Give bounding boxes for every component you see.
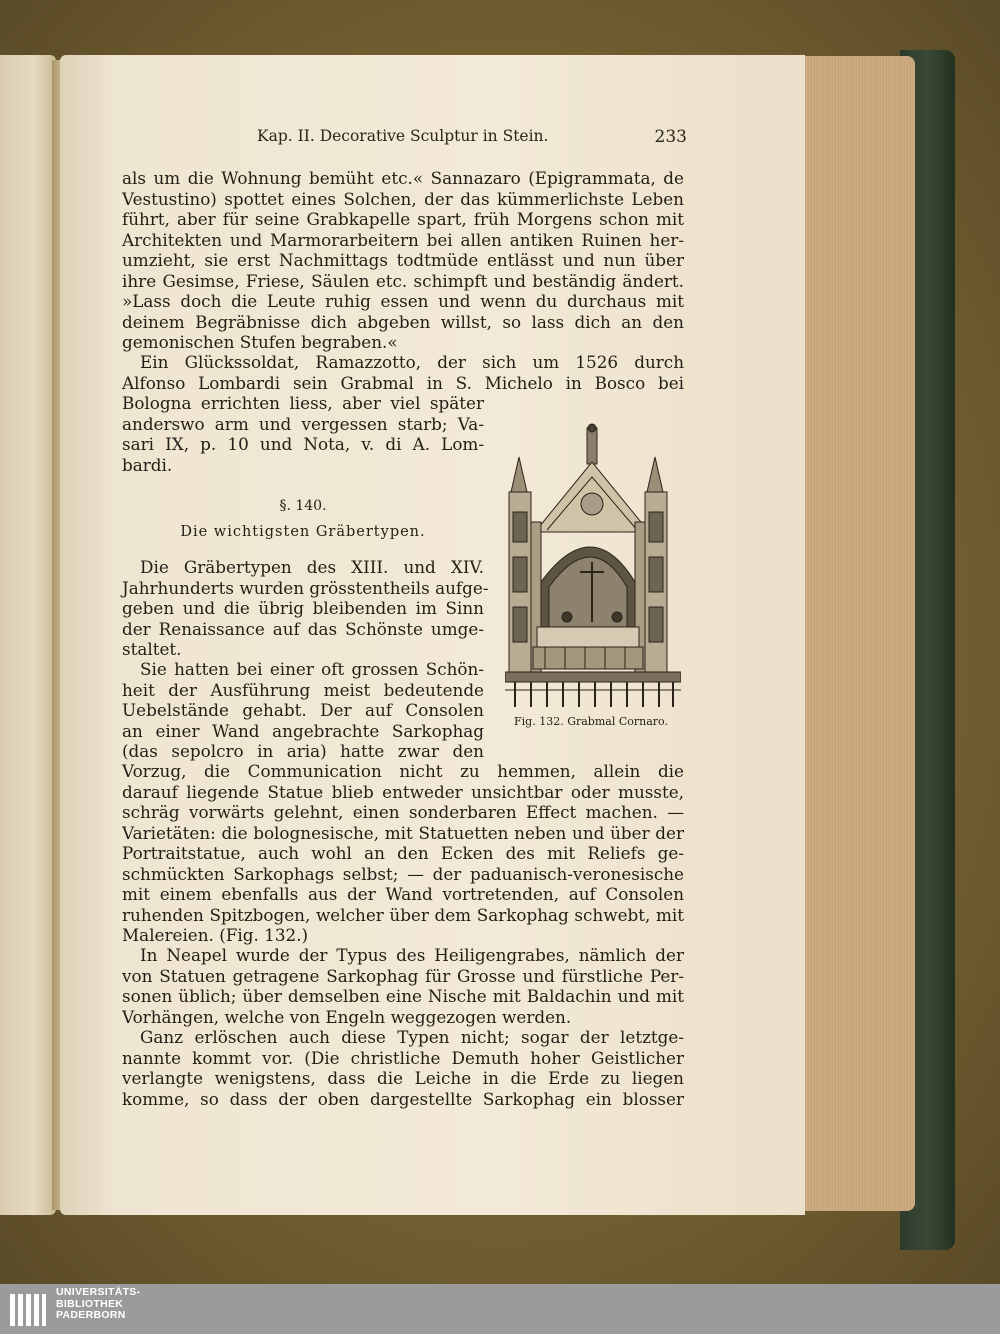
library-name-line: PADERBORN xyxy=(56,1309,126,1321)
text-line: Die Gräbertypen des XIII. und XIV. xyxy=(140,557,484,577)
text-line: Sie hatten bei einer oft grossen Schön- xyxy=(140,659,484,679)
text-line: mit einem ebenfalls aus der Wand vortretenden, auf Consolen xyxy=(122,884,684,904)
text-line: Uebelstände gehabt. Der auf Consolen xyxy=(122,700,484,720)
text-line: Bologna errichten liess, aber viel später xyxy=(122,393,484,413)
paragraph-6 xyxy=(122,1027,684,1109)
text-line: schmückten Sarkophags selbst; — der paduanisch-veronesische xyxy=(122,863,684,884)
text-line: Jahrhunderts wurden grösstentheils aufge- xyxy=(122,577,489,598)
library-name xyxy=(56,1287,140,1322)
paragraph-4-narrow xyxy=(122,659,484,762)
text-line: nannte kommt vor. (Die christliche Demuth hoher Geistlicher xyxy=(122,1047,684,1068)
text-line: (das sepolcro in aria) hatte zwar den xyxy=(122,741,484,761)
paragraph-5 xyxy=(122,945,684,1027)
text-line: Architekten und Marmorarbeitern bei allen antiken Ruinen her- xyxy=(122,229,684,250)
figure-grabmal-cornaro xyxy=(505,422,681,712)
paragraph-1 xyxy=(122,168,684,353)
text-line: umzieht, sie erst Nachmittags todtmüde entlässt und nun über xyxy=(122,250,684,270)
text-line: von Statuen getragene Sarkophag für Grosse und fürstliche Per- xyxy=(122,965,684,986)
text-line: an einer Wand angebrachte Sarkophag xyxy=(122,720,484,741)
section-title: Die wichtigsten Gräbertypen. xyxy=(180,524,426,540)
text-line: schräg vorwärts gelehnt, einen sonderbaren Effect machen. — xyxy=(122,802,684,822)
page-number: 233 xyxy=(654,127,687,147)
text-line: Ein Glückssoldat, Ramazzotto, der sich um 1526 durch xyxy=(140,352,684,372)
section-number: §. 140. xyxy=(279,498,327,514)
library-name-line: BIBLIOTHEK xyxy=(56,1297,124,1310)
text-line: geben und die übrig bleibenden im Sinn xyxy=(122,598,484,618)
text-line: Vestustino) spottet eines Solchen, der das kümmerlichste Leben xyxy=(122,188,684,209)
paragraph-4 xyxy=(122,761,684,946)
text-line: deinem Begräbnisse dich abgeben willst, so lass dich an den xyxy=(122,311,684,332)
text-line: Portraitstatue, auch wohl an den Ecken des mit Reliefs ge- xyxy=(122,843,684,863)
text-line: Vorhängen, welche von Engeln weggezogen werden. xyxy=(122,1006,572,1027)
paragraph-2-narrow xyxy=(122,393,484,475)
text-line: Malereien. (Fig. 132.) xyxy=(122,925,309,945)
text-line: Varietäten: die bolognesische, mit Statuetten neben und über der xyxy=(122,822,684,843)
text-line: In Neapel wurde der Typus des Heiligengrabes, nämlich der xyxy=(140,945,684,965)
text-line: darauf liegende Statue blieb entweder unsichtbar oder musste, xyxy=(122,781,684,802)
paragraph-2 xyxy=(122,352,684,393)
running-header xyxy=(122,127,687,151)
gothic-tomb-illustration xyxy=(505,422,681,712)
text-line: ihre Gesimse, Friese, Säulen etc. schimpft und beständig ändert. xyxy=(122,270,684,291)
text-line: anderswo arm und vergessen starb; Va- xyxy=(122,413,484,434)
text-line: gemonischen Stufen begraben.« xyxy=(122,332,398,352)
text-line: Ganz erlöschen auch diese Typen nicht; sogar der letztge- xyxy=(140,1027,684,1047)
text-line: ruhenden Spitzbogen, welcher über dem Sarkophag schwebt, mit xyxy=(122,904,684,925)
text-line: bardi. xyxy=(122,454,173,475)
footer-bar xyxy=(0,1284,1000,1334)
text-line: führt, aber für seine Grabkapelle spart, früh Morgens schon mit xyxy=(122,209,684,229)
text-line: Vorzug, die Communication nicht zu hemmen, allein die xyxy=(122,761,684,781)
running-title: Kap. II. Decorative Sculptur in Stein. xyxy=(257,127,549,145)
paragraph-3 xyxy=(122,557,489,660)
text-line: verlangte wenigstens, dass die Leiche in die Erde zu liegen xyxy=(122,1068,684,1088)
text-line: sonen üblich; über demselben eine Nische mit Baldachin und mit xyxy=(122,986,684,1006)
university-library-logo-icon xyxy=(8,1290,48,1330)
text-line: »Lass doch die Leute ruhig essen und wenn du durchaus mit xyxy=(122,291,684,311)
text-line: sari IX, p. 10 und Nota, v. di A. Lom- xyxy=(122,434,484,454)
text-line: der Renaissance auf das Schönste umge- xyxy=(122,618,484,639)
text-line: komme, so dass der oben dargestellte Sarkophag ein blosser xyxy=(122,1088,684,1109)
left-page xyxy=(0,55,56,1215)
text-line: als um die Wohnung bemüht etc.« Sannazaro (Epigrammata, de xyxy=(122,168,684,188)
library-name-line: UNIVERSITÄTS- xyxy=(56,1286,141,1298)
text-line: heit der Ausführung meist bedeutende xyxy=(122,679,484,700)
text-line: staltet. xyxy=(122,639,182,659)
figure-caption: Fig. 132. Grabmal Cornaro. xyxy=(514,715,668,728)
page-edges xyxy=(800,56,915,1211)
text-line: Alfonso Lombardi sein Grabmal in S. Michelo in Bosco bei xyxy=(122,372,684,393)
